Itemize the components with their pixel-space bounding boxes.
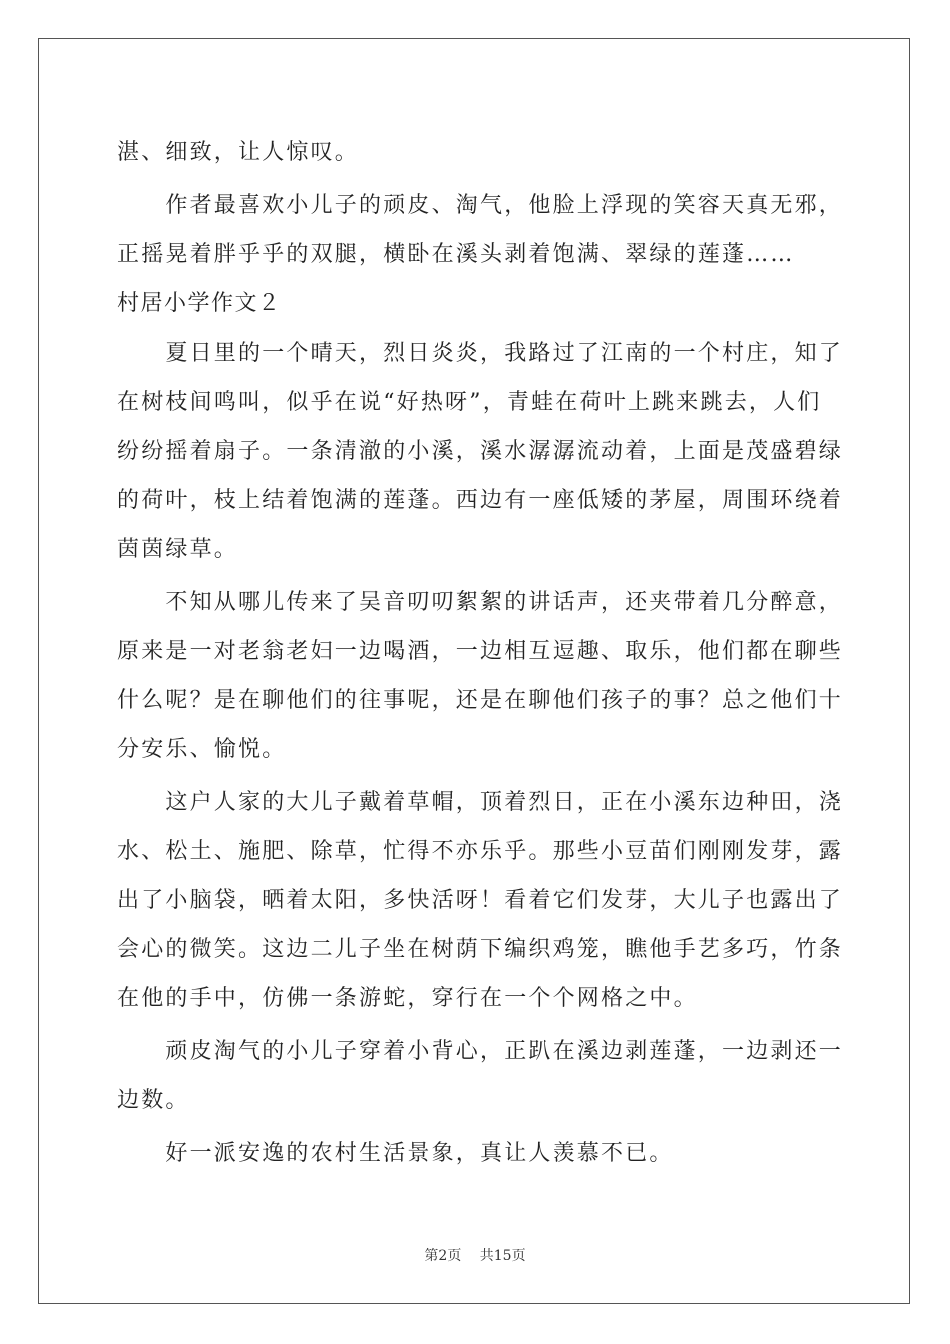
- text-line: 正摇晃着胖乎乎的双腿，横卧在溪头剥着饱满、翠绿的莲蓬……: [117, 242, 795, 267]
- text-line: 茵茵绿草。: [117, 537, 239, 562]
- text-line: 不知从哪儿传来了吴音叨叨絮絮的讲话声，还夹带着几分醉意，: [117, 590, 844, 615]
- essay-heading: 村居小学作文２: [117, 291, 282, 316]
- text-line: 湛、细致，让人惊叹。: [117, 140, 360, 165]
- text-line: 在树枝间鸣叫，似乎在说“好热呀”，青蛙在荷叶上跳来跳去，人们: [117, 390, 822, 415]
- text-line: 这户人家的大儿子戴着草帽，顶着烈日，正在小溪东边种田，浇: [117, 790, 844, 815]
- text-line: 会心的微笑。这边二儿子坐在树荫下编织鸡笼，瞧他手艺多巧，竹条: [117, 937, 844, 962]
- text-line: 原来是一对老翁老妇一边喝酒，一边相互逗趣、取乐，他们都在聊些: [117, 639, 844, 664]
- text-line: 的荷叶，枝上结着饱满的莲蓬。西边有一座低矮的茅屋，周围环绕着: [117, 488, 844, 513]
- text-line: 边数。: [117, 1088, 190, 1113]
- paragraph-author-preference: [117, 181, 844, 279]
- paragraph-youngest-son: [117, 1027, 844, 1125]
- paragraph-continued: [117, 128, 837, 177]
- text-line: 夏日里的一个晴天，烈日炎炎，我路过了江南的一个村庄，知了: [117, 341, 844, 366]
- paragraph-summer-day: [117, 329, 844, 574]
- page-number-footer: 第2页 共15页: [424, 1248, 526, 1264]
- text-line: 在他的手中，仿佛一条游蛇，穿行在一个个网格之中。: [117, 986, 698, 1011]
- text-line: 好一派安逸的农村生活景象，真让人羡慕不已。: [117, 1141, 674, 1166]
- paragraph-sons: [117, 778, 844, 1023]
- text-line: 作者最喜欢小儿子的顽皮、淘气，他脸上浮现的笑容天真无邪，: [117, 193, 844, 218]
- text-line: 顽皮淘气的小儿子穿着小背心，正趴在溪边剥莲蓬，一边剥还一: [117, 1039, 844, 1064]
- text-line: 水、松土、施肥、除草，忙得不亦乐乎。那些小豆苗们刚刚发芽，露: [117, 839, 844, 864]
- document-body: [117, 128, 844, 1178]
- text-line: 纷纷摇着扇子。一条清澈的小溪，溪水潺潺流动着，上面是茂盛碧绿: [117, 439, 844, 464]
- paragraph-old-couple: [117, 578, 844, 774]
- paragraph-conclusion: [117, 1129, 837, 1178]
- text-line: 什么呢？是在聊他们的往事呢，还是在聊他们孩子的事？总之他们十: [117, 688, 844, 713]
- text-line: 出了小脑袋，晒着太阳，多快活呀！看着它们发芽，大儿子也露出了: [117, 888, 844, 913]
- text-line: 分安乐、愉悦。: [117, 737, 287, 762]
